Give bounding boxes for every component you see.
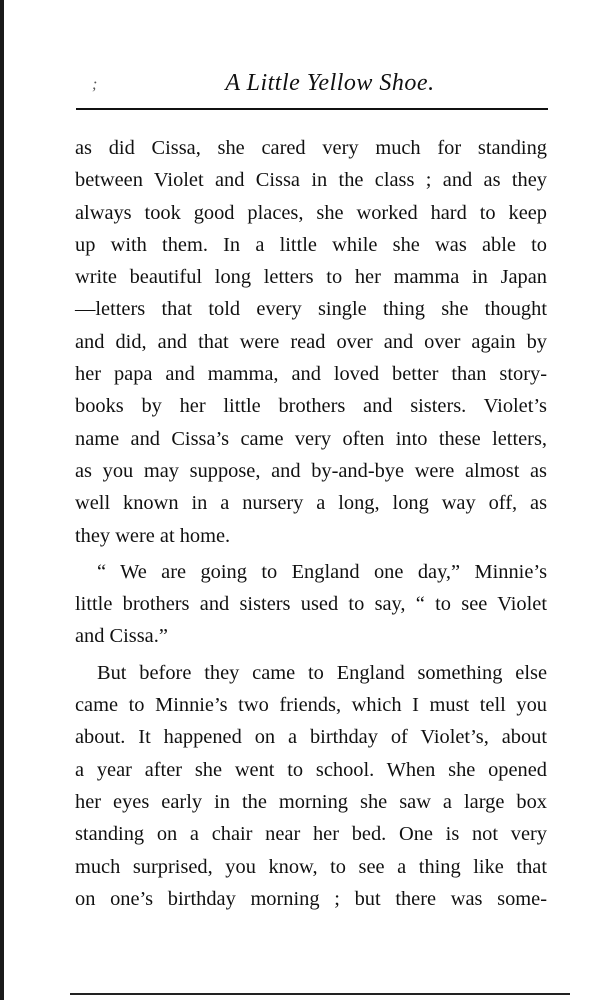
text-line: about. It happened on a birthday of Violet’s, about xyxy=(75,726,547,749)
text-line: —letters that told every single thing she thought xyxy=(75,298,547,321)
text-line: as did Cissa, she cared very much for standing xyxy=(75,137,547,159)
text-line: “ We are going to England one day,” Minnie’s xyxy=(97,560,547,583)
text-line: they were at home. xyxy=(75,524,231,547)
page-bottom-edge xyxy=(70,993,570,995)
header-rule xyxy=(76,108,548,110)
text-line: always took good places, she worked hard to keep xyxy=(75,201,547,224)
text-line: much surprised, you know, to see a thing like that xyxy=(75,855,547,878)
text-line: and Cissa.” xyxy=(75,625,168,648)
page-mark: ; xyxy=(92,76,98,93)
text-line: as you may suppose, and by-and-bye were almost as xyxy=(75,459,547,482)
text-line: books by her little brothers and sisters. Violet’s xyxy=(75,395,547,418)
page-edge-shadow xyxy=(0,0,4,1000)
text-line: write beautiful long letters to her mamma in Japan xyxy=(75,266,547,289)
running-title: A Little Yellow Shoe. xyxy=(225,70,435,96)
text-line: came to Minnie’s two friends, which I must tell you xyxy=(75,694,547,717)
text-line: on one’s birthday morning ; but there was some- xyxy=(75,887,547,910)
text-line: and did, and that were read over and over again by xyxy=(75,330,547,353)
body-text xyxy=(75,132,547,915)
text-line: standing on a chair near her bed. One is not very xyxy=(75,823,547,846)
text-line: But before they came to England something else xyxy=(97,661,547,684)
text-line: her eyes early in the morning she saw a large box xyxy=(75,790,547,813)
text-line: up with them. In a little while she was able to xyxy=(75,233,547,256)
text-line: her papa and mamma, and loved better than story- xyxy=(75,363,547,386)
text-line: well known in a nursery a long, long way off, as xyxy=(75,492,547,515)
text-line: little brothers and sisters used to say, “ to see Violet xyxy=(75,593,547,616)
text-line: between Violet and Cissa in the class ; and as they xyxy=(75,169,547,192)
text-line: name and Cissa’s came very often into these letters, xyxy=(75,427,547,450)
text-line: a year after she went to school. When she opened xyxy=(75,758,547,781)
